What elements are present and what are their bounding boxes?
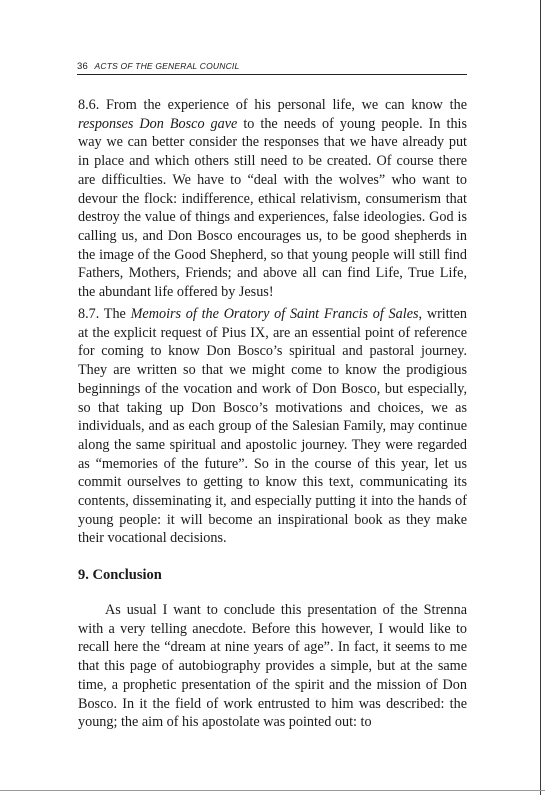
paragraph-8-6-italic: responses Don Bosco gave bbox=[78, 115, 238, 132]
paragraph-8-7-text-end: , written at the explicit request of Pius IX, are an essential point of reference for coming to know Don Bosco’s spiritual and pastoral journey. They are written so that we might come to know the prodigious beginnings of the vocation and work of Don Bosco, but especially, so that taking up Don Bosco’s motivations and choices, we as individuals, and as each group of the Salesian Family, may continue along the same spiritual and apostolic journey. They were regarded as “memories of the future”. So in the course of this year, let us commit ourselves to getting to know this text, communicating its contents, disseminating it, and especially putting it into the hands of young people: it will become an inspirational book as they make their vocational decisions. bbox=[78, 306, 468, 547]
paragraph-8-6 bbox=[78, 96, 467, 302]
paragraph-8-7-text-start: 8.7. The bbox=[78, 306, 131, 322]
paragraph-8-7-italic: Memoirs of the Oratory of Saint Francis of Sales bbox=[130, 306, 419, 322]
running-header bbox=[77, 60, 467, 75]
paragraph-8-7 bbox=[78, 305, 467, 548]
section-heading-conclusion: 9. Conclusion bbox=[78, 567, 162, 583]
page-edge-bottom bbox=[0, 790, 545, 791]
paragraph-8-6-text-end: to the needs of young people. In this way we can better consider the responses that we have already put in place and which others still need to be created. Of course there are difficulties. We have to “deal with the wolves” who want to devour the flock: indifference, ethical relativism, consumerism that destroy the value of things and experiences, false ideologies. God is calling us, and Don Bosco encourages us, to be good shepherds in the image of the Good Shepherd, so that young people will still find Fathers, Mothers, Friends; and above all can find Life, True Life, the abundant life offered by Jesus! bbox=[78, 115, 468, 301]
paragraph-8-6-text-start: 8.6. From the experience of his personal life, we can know the bbox=[78, 97, 467, 113]
running-title: ACTS OF THE GENERAL COUNCIL bbox=[94, 61, 240, 71]
page-number: 36 bbox=[77, 61, 88, 72]
page-edge-right bbox=[540, 0, 541, 795]
paragraph-conclusion: As usual I want to conclude this presentation of the Strenna with a very telling anecdote. Before this however, I would like to recall here the “dream at nine years of age”. In fact, it seems to me that this page of autobiography provides a simple, but at the same time, a prophetic presentation of the spirit and the mission of Don Bosco. In it the field of work entrusted to him was described: the young; the aim of his apostolate was pointed out: to bbox=[78, 602, 467, 731]
